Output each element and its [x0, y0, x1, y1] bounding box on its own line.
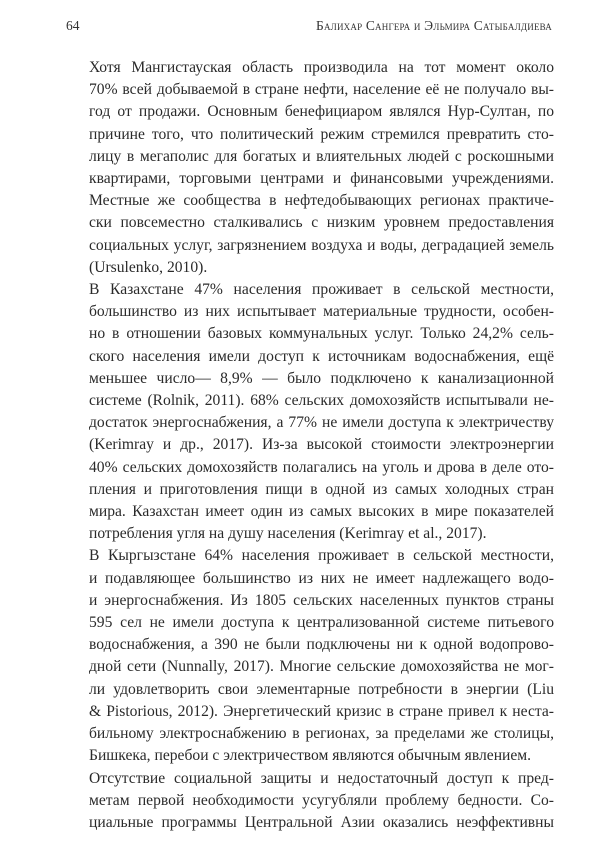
text-line: & Pistorious, 2012). Энергетический кризис в стране привел к неста-: [89, 702, 554, 720]
text-line: дной сети (Nunnally, 2017). Многие сельские домохозяйства не мог-: [89, 658, 554, 676]
text-line: Местные же сообщества в нефтедобывающих регионах практиче-: [89, 192, 554, 210]
text-line: ски повсеместно сталкивались с низким уровнем предоставления: [89, 214, 554, 232]
text-line: социальных услуг, загрязнением воздуха и воды, деградацией земель: [89, 236, 554, 254]
text-line: лицу в мегаполис для богатых и влиятельных людей с роскошными: [89, 147, 554, 165]
text-line: Хотя Мангистауская область производила на тот момент около: [89, 59, 554, 76]
text-line: метам первой необходимости усугубляли проблему бедности. Со-: [89, 791, 554, 809]
text-line: и подавляющее большинство из них не имеет надлежащего водо-: [89, 569, 554, 587]
text-line: бильному электроснабжению в регионах, за пределами же столицы,: [89, 725, 554, 743]
text-line: меньшее число— 8,9% — было подключено к канализационной: [89, 369, 554, 387]
text-line: достаток энергоснабжения, а 77% не имели доступа к электричеству: [89, 414, 554, 432]
text-line: Бишкека, перебои с электричеством являются обычным явлением.: [89, 747, 532, 765]
page-number: 64: [66, 18, 80, 33]
text-line: год от продажи. Основным бенефициаром являлся Нур-Султан, по: [89, 103, 554, 121]
text-line: водоснабжения, а 390 не были подключены ни к одной водопрово-: [89, 636, 554, 654]
text-line: ли удовлетворить свои элементарные потребности в энергии (Liu: [89, 680, 554, 698]
text-line: системе (Rolnik, 2011). 68% сельских домохозяйств испытывали не-: [89, 392, 554, 410]
text-line: большинство из них испытывает материальные трудности, особен-: [89, 303, 554, 321]
text-line: 40% сельских домохозяйств полагались на уголь и дрова в деле ото-: [89, 458, 554, 476]
paragraph-1: [67, 57, 554, 279]
text-line: причине того, что политический режим стремился превратить сто-: [89, 125, 554, 143]
text-line: В Казахстане 47% населения проживает в сельской местности,: [89, 281, 554, 299]
text-line: мира. Казахстан имеет один из самых высоких в мире показателей: [89, 503, 554, 521]
paragraph-3: [67, 545, 554, 767]
text-line: Отсутствие социальной защиты и недостаточный доступ к пред-: [89, 769, 554, 787]
text-line: потребления угля на душу населения (Kerimray et al., 2017).: [89, 525, 487, 543]
text-line: 70% всей добываемой в стране нефти, население её не получало вы-: [89, 81, 554, 99]
text-line: и энергоснабжения. Из 1805 сельских населенных пунктов страны: [89, 591, 554, 609]
text-line: квартирами, торговыми центрами и финансовыми учреждениями.: [89, 170, 554, 188]
text-line: В Кыргызстане 64% населения проживает в сельской местности,: [89, 547, 554, 565]
paragraph-2: [67, 279, 554, 545]
paragraph-4: [67, 768, 554, 835]
running-title: Балихар Сангера и Эльмира Сатыбалдиева: [316, 18, 552, 33]
text-line: (Kerimray и др., 2017). Из-за высокой стоимости электроэнергии: [89, 436, 554, 454]
body-text: [67, 57, 554, 834]
text-line: циальные программы Центральной Азии оказались неэффективны: [89, 813, 554, 831]
text-line: но в отношении базовых коммунальных услуг. Только 24,2% сель-: [89, 325, 554, 343]
text-line: пления и приготовления пищи в одной из самых холодных стран: [89, 480, 554, 498]
text-line: (Ursulenko, 2010).: [89, 258, 208, 276]
text-line: 595 сел не имели доступа к централизованной системе питьевого: [89, 614, 554, 632]
running-head: [66, 18, 552, 38]
text-line: ского населения имели доступ к источникам водоснабжения, ещё: [89, 347, 554, 365]
